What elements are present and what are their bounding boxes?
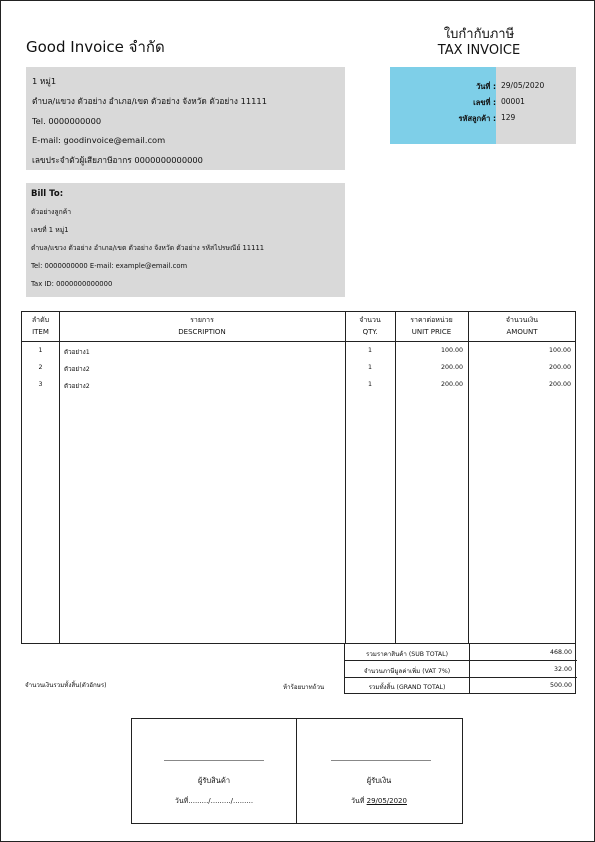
bill-to-address-1: เลขที่ 1 หมู่1 <box>31 226 69 234</box>
header-description-english: DESCRIPTION <box>178 328 226 336</box>
row-qty: 1 <box>367 347 372 354</box>
bill-to-contact: Tel: 0000000000 E-mail: example@email.com <box>31 262 188 270</box>
header-qty <box>345 314 395 338</box>
items-table <box>21 311 576 644</box>
header-unit-price-english: UNIT PRICE <box>411 328 452 336</box>
meta-number-value: 00001 <box>501 97 525 106</box>
row-amount: 100.00 <box>548 347 571 354</box>
header-unit-price <box>395 314 468 338</box>
receiver-date-blank: ........./........./......... <box>188 797 254 805</box>
column-divider <box>468 312 469 643</box>
header-amount-thai: จำนวนเงิน <box>505 316 539 324</box>
bill-to-heading: Bill To: <box>31 189 64 199</box>
row-item-no: 2 <box>38 364 43 371</box>
row-unit-price: 200.00 <box>440 364 463 371</box>
receiver-date <box>132 796 296 807</box>
meta-customer-row <box>390 113 576 128</box>
signature-divider <box>296 719 297 823</box>
header-unit-price-thai: ราคาต่อหน่วย <box>410 316 453 324</box>
amount-in-words-value: ห้าร้อยบาทถ้วน <box>283 684 325 691</box>
seller-email: E-mail: goodinvoice@email.com <box>32 135 166 146</box>
signature-box <box>131 718 463 824</box>
document-title <box>419 27 539 59</box>
receiver-caption: ผู้รับสินค้า <box>197 776 231 785</box>
grand-total-value: 500.00 <box>549 682 572 689</box>
header-item-english: ITEM <box>32 328 49 336</box>
meta-customer-label: รหัสลูกค้า : <box>458 114 496 123</box>
bill-to-box <box>26 183 345 297</box>
column-divider <box>395 312 396 643</box>
meta-date-value: 29/05/2020 <box>501 81 545 90</box>
row-unit-price: 100.00 <box>440 347 463 354</box>
document-title-thai: ใบกำกับภาษี <box>443 27 515 42</box>
company-name: Good Invoice จำกัด <box>26 38 165 56</box>
row-amount: 200.00 <box>548 364 571 371</box>
vat-label: จำนวนภาษีมูลค่าเพิ่ม (VAT 7%) <box>363 668 451 675</box>
header-description <box>59 314 345 338</box>
payee-date <box>297 796 461 807</box>
header-item <box>22 314 59 338</box>
header-item-thai: ลำดับ <box>31 316 50 324</box>
receiver-signature-line <box>164 760 264 761</box>
row-description: ตัวอย่าง1 <box>64 349 90 356</box>
header-qty-thai: จำนวน <box>359 316 381 324</box>
meta-customer-value: 129 <box>501 113 516 122</box>
row-description: ตัวอย่าง2 <box>64 383 90 390</box>
column-divider <box>59 312 60 643</box>
meta-number-label: เลขที่ : <box>473 98 496 107</box>
seller-tel: Tel. 0000000000 <box>32 115 102 126</box>
grand-total-row <box>345 677 577 694</box>
amount-in-words-label: จำนวนเงินรวมทั้งสิ้น(ตัวอักษร) <box>25 682 107 689</box>
payee-date-prefix: วันที่ <box>351 797 365 805</box>
bill-to-name: ตัวอย่างลูกค้า <box>31 208 72 216</box>
meta-date-label: วันที่ : <box>476 82 496 91</box>
subtotal-row <box>345 644 577 661</box>
row-description: ตัวอย่าง2 <box>64 366 90 373</box>
invoice-meta-box <box>390 67 576 144</box>
subtotal-value: 468.00 <box>549 649 572 656</box>
meta-date-row <box>390 81 576 96</box>
row-item-no: 3 <box>38 381 43 388</box>
grand-total-label: รวมทั้งสิ้น (GRAND TOTAL) <box>368 684 446 691</box>
subtotal-label: รวมราคาสินค้า (SUB TOTAL) <box>366 651 448 658</box>
row-unit-price: 200.00 <box>440 381 463 388</box>
seller-address-line-1: 1 หมู่1 <box>32 76 57 86</box>
seller-address-line-2: ตำบล/แขวง ตัวอย่าง อำเภอ/เขต ตัวอย่าง จังหวัด ตัวอย่าง 11111 <box>32 95 267 106</box>
payee-date-value: 29/05/2020 <box>366 797 407 805</box>
document-title-english: TAX INVOICE <box>437 43 521 58</box>
payee-caption: ผู้รับเงิน <box>366 776 392 785</box>
header-divider <box>22 341 575 342</box>
seller-address-box <box>26 67 345 170</box>
bill-to-address-2: ตำบล/แขวง ตัวอย่าง อำเภอ/เขต ตัวอย่าง จังหวัด ตัวอย่าง รหัสไปรษณีย์ 11111 <box>31 244 265 252</box>
payee-signature-line <box>331 760 431 761</box>
receiver-date-prefix: วันที่ <box>174 797 189 805</box>
meta-number-row <box>390 97 576 112</box>
header-description-thai: รายการ <box>190 316 214 324</box>
column-divider <box>345 312 346 643</box>
row-amount: 200.00 <box>548 381 571 388</box>
row-qty: 1 <box>367 364 372 371</box>
header-qty-english: QTY. <box>362 328 378 336</box>
vat-value: 32.00 <box>553 666 572 673</box>
row-qty: 1 <box>367 381 372 388</box>
header-amount <box>468 314 576 338</box>
vat-row <box>345 661 577 678</box>
row-item-no: 1 <box>38 347 43 354</box>
bill-to-tax-id: Tax ID: 0000000000000 <box>31 280 113 288</box>
seller-tax-id: เลขประจำตัวผู้เสียภาษีอากร 0000000000000 <box>32 155 203 166</box>
totals-box <box>344 644 576 694</box>
header-amount-english: AMOUNT <box>506 328 538 336</box>
